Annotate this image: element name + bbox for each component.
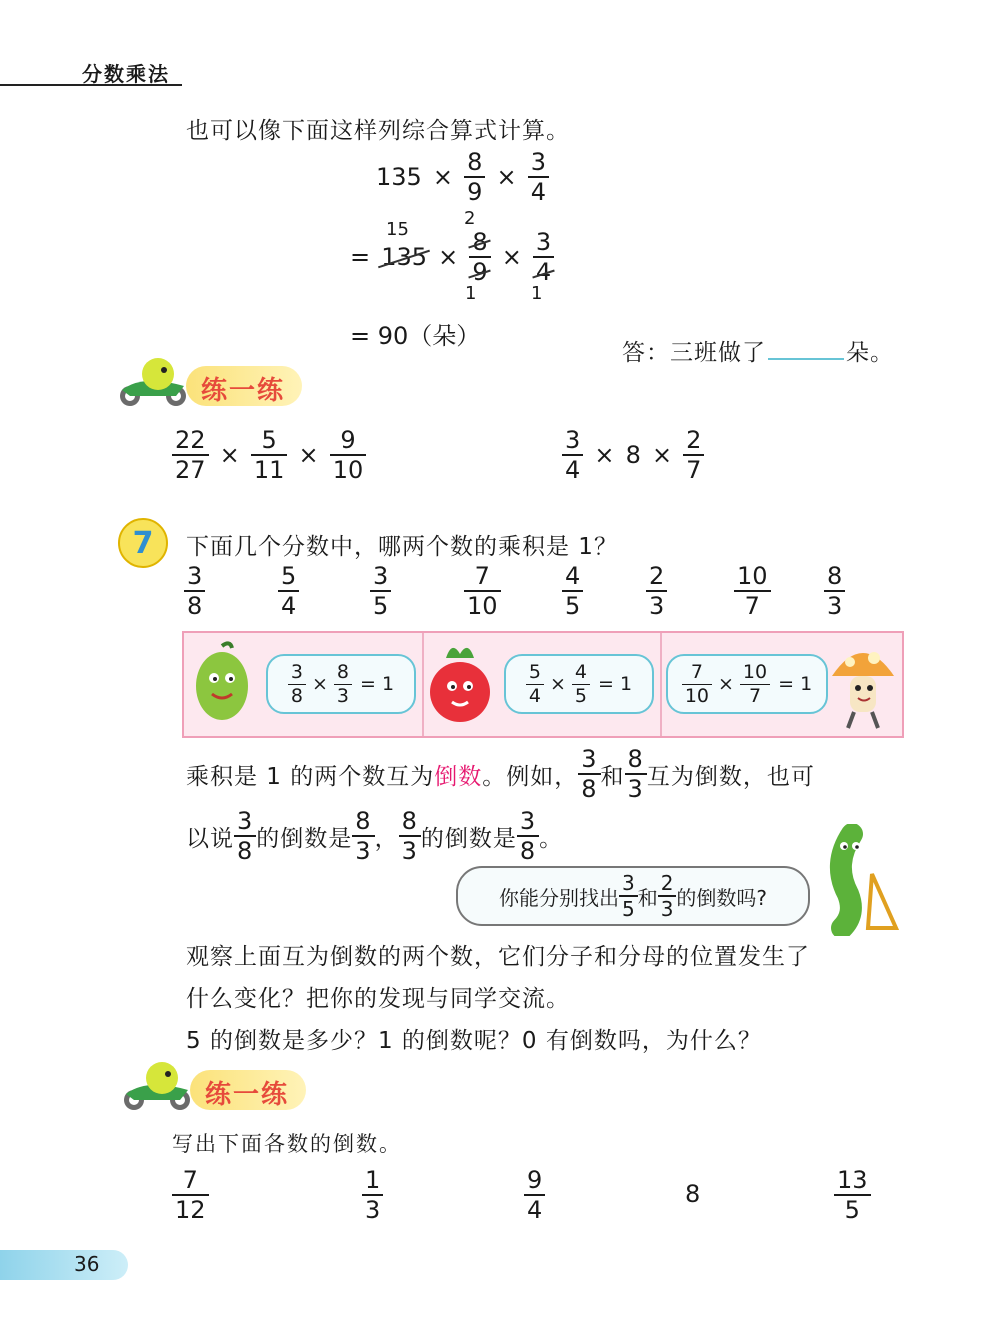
fraction-cancelled: $\frac{3}{4}$ [533,230,554,284]
times-sign: × [501,243,522,271]
fraction: $\frac{3}{8}$ [288,663,306,706]
fraction: $\frac{3}{8}$ [184,564,205,618]
reduced-denominator: 1 [531,283,543,304]
fraction: $\frac{8}{3}$ [824,564,845,618]
mushroom-character-icon [828,636,898,732]
times-sign: × [298,441,319,469]
fraction: $\frac{2}{3}$ [646,564,667,618]
example-number-badge [118,518,168,568]
times-sign: × [219,441,240,469]
mascot-motorbike-icon [112,356,194,408]
practice2-instruction: 写出下面各数的倒数。 [172,1132,402,1156]
whole-number: 8 [685,1180,701,1208]
fraction: $\frac{10}{7}$ [734,564,771,618]
speech-bubble [666,654,828,714]
calc-result: = 90（朵） [350,322,481,350]
bubble-result: = 1 [360,673,395,695]
observe-line-2: 什么变化？把你的发现与同学交流。 [186,986,570,1012]
calc-whole-cancelled: 135 [381,243,428,271]
bubble-result: = 1 [778,673,813,695]
definition-line-1: 乘积是 1 的两个数互为 倒数 。例如， $\frac{3}{8}$ 和 $\frac{8}{3}$ 互为倒数，也可 [186,745,815,803]
observe-line-1: 观察上面互为倒数的两个数，它们分子和分母的位置发生了 [186,944,810,970]
fraction: $\frac{5}{4}$ [278,564,299,618]
fraction: $\frac{4}{5}$ [562,564,583,618]
fraction-row [184,564,864,620]
fraction: $\frac{5}{11}$ [251,428,288,482]
fraction: $\frac{9}{10}$ [330,428,367,482]
times-sign: × [718,673,734,695]
fraction: $\frac{3}{8}$ [234,809,256,863]
answer-prefix: 答：三班做了 [622,340,766,366]
fraction: $\frac{4}{5}$ [572,663,590,706]
fraction: $\frac{3}{8}$ [578,747,600,801]
times-sign: × [312,673,328,695]
bean-character-icon [812,824,902,936]
radish-character-icon [424,640,494,730]
calc-line-2 [350,230,554,284]
practice1-expr-2 [562,428,704,482]
fraction: $\frac{9}{4}$ [524,1168,545,1222]
equals-sign: = [350,243,371,271]
times-sign: × [496,163,517,191]
reduced-numerator: 2 [464,208,476,229]
chapter-title: 分数乘法 [82,62,170,86]
whole-number: 8 [625,441,641,469]
fraction: $\frac{22}{27}$ [172,428,209,482]
fraction: $\frac{13}{5}$ [834,1168,871,1222]
practice1-expr-1 [172,428,366,482]
observe-line-3: 5 的倒数是多少？1 的倒数呢？0 有倒数吗，为什么？ [186,1028,762,1054]
intro-text: 也可以像下面这样列综合算式计算。 [186,118,570,144]
answer-blank[interactable] [768,358,844,360]
times-sign: × [651,441,673,469]
example7-question: 下面几个分数中，哪两个数的乘积是 1？ [186,534,618,560]
fraction: $\frac{10}{7}$ [740,663,770,706]
times-sign: × [594,441,615,469]
reduced-whole: 15 [386,219,409,240]
definition-line-2: 以说 $\frac{3}{8}$ 的倒数是 $\frac{8}{3}$ ， $\frac{8}{3}$ 的倒数是 $\frac{3}{8}$ 。 [186,807,564,865]
pepper-character-icon [188,640,256,730]
fraction: $\frac{2}{7}$ [683,428,704,482]
fraction: $\frac{7}{10}$ [682,663,712,706]
fraction: $\frac{8}{3}$ [334,663,352,706]
fraction-cancelled: $\frac{8}{9}$ [469,230,490,284]
fraction: $\frac{3}{5}$ [619,873,638,919]
page-number: 36 [74,1252,100,1276]
hint-bubble: 你能分别找出 $\frac{3}{5}$ 和 $\frac{2}{3}$ 的倒数吗? [456,866,810,926]
term-reciprocal: 倒数 [434,763,483,790]
fraction: $\frac{5}{4}$ [526,663,544,706]
fraction: $\frac{3}{4}$ [528,150,549,204]
fraction: $\frac{7}{12}$ [172,1168,209,1222]
practice-title: 练一练 [201,376,286,406]
fraction: $\frac{3}{5}$ [370,564,391,618]
fraction: $\frac{7}{10}$ [464,564,501,618]
fraction: $\frac{8}{9}$ [464,150,485,204]
bubble-result: = 1 [598,673,633,695]
fraction: $\frac{2}{3}$ [658,873,677,919]
speech-bubble [266,654,416,714]
fraction: $\frac{1}{3}$ [362,1168,383,1222]
times-sign: × [432,163,454,191]
calc-line-1 [376,150,549,204]
fraction: $\frac{8}{3}$ [399,809,421,863]
answer-suffix: 朵。 [846,340,894,366]
fraction: $\frac{8}{3}$ [625,747,647,801]
answer-line [622,334,894,367]
fraction: $\frac{8}{3}$ [352,809,374,863]
page-number-tab [0,1250,128,1280]
times-sign: × [550,673,566,695]
times-sign: × [438,243,459,271]
fraction: $\frac{3}{4}$ [562,428,583,482]
mascot-motorbike-icon [116,1060,198,1112]
example-number: 7 [132,525,154,561]
panel-divider [660,633,662,736]
calc-whole: 135 [376,163,422,191]
reduced-denominator: 1 [465,283,477,304]
speech-bubble [504,654,654,714]
practice-title: 练一练 [205,1080,290,1110]
fraction: $\frac{3}{8}$ [517,809,539,863]
